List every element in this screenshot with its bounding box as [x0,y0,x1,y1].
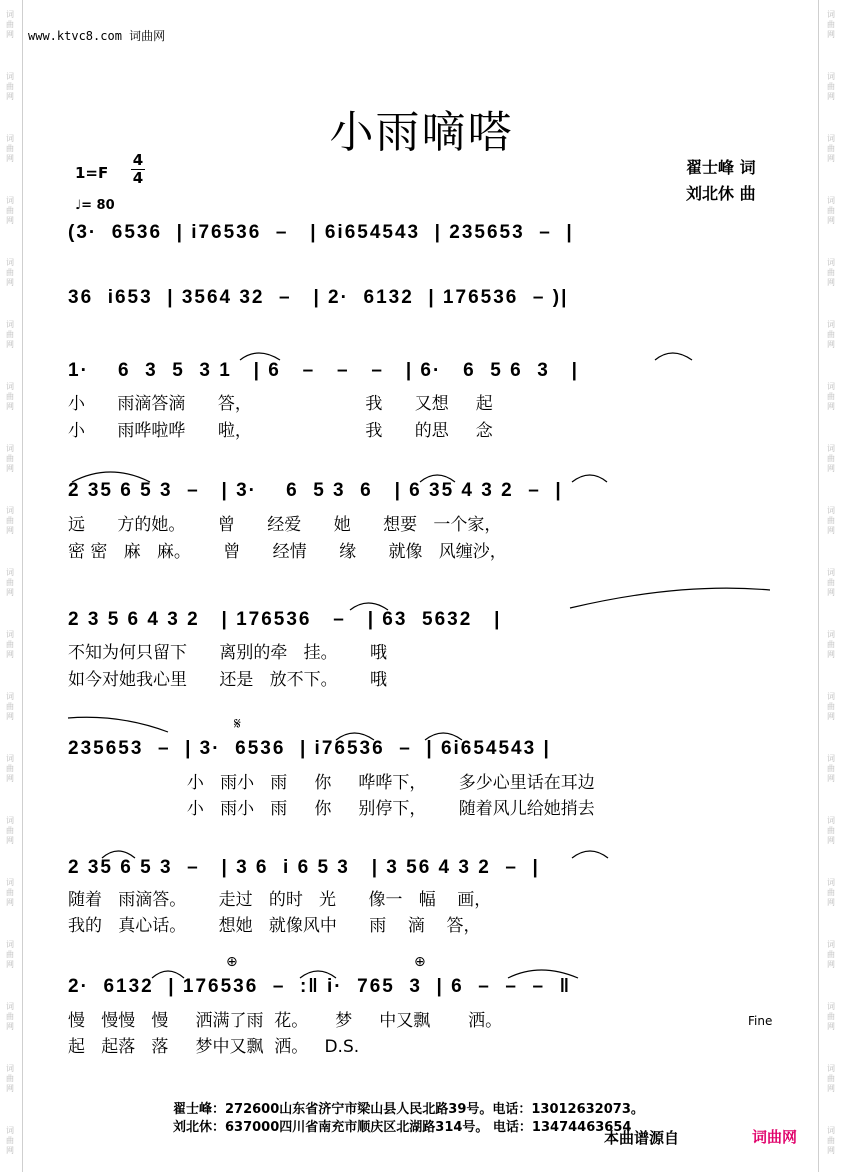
watermark-mark: 词 曲 网 [827,506,835,535]
watermark-mark: 词 曲 网 [827,1064,835,1093]
watermark-mark: 词 曲 网 [6,1002,14,1031]
notation-line: 2 35 6 5 3 – | 3· 6 5 3 6 | 6 35 4 3 2 – | [68,480,563,501]
footer-contact-lyricist: 翟士峰：272600山东省济宁市梁山县人民北路39号。电话：13012632073。 [173,1102,644,1117]
lyricist-credit: 翟士峰 词 [686,158,756,177]
composer-credit: 刘北休 曲 [686,184,756,203]
watermark-mark: 词 曲 网 [827,940,835,969]
watermark-mark: 词 曲 网 [6,630,14,659]
watermark-mark: 词 曲 网 [6,940,14,969]
watermark-mark: 词 曲 网 [6,320,14,349]
notation-line: 36 i653 | 3564 32 – | 2· 6132 | 176536 – )| [68,287,569,308]
watermark-column-left [2,0,18,1172]
lyric-verse-1: 随着 雨滴答。 走过 的时 光 像一 幅 画， [68,890,492,910]
watermark-mark: 词 曲 网 [827,320,835,349]
watermark-mark: 词 曲 网 [6,10,14,39]
watermark-mark: 词 曲 网 [6,568,14,597]
key-signature: 1=F [75,164,109,182]
footer-site-logo[interactable]: 词曲网 [752,1128,798,1146]
watermark-mark: 词 曲 网 [827,1002,835,1031]
watermark-mark: 词 曲 网 [827,134,835,163]
lyric-verse-1: 远 方的她。 曾 经爱 她 想要 一个家， [68,515,502,535]
notation-line: 1· 6 3 5 3 1 | 6 – – – | 6· 6 5 6 3 | [68,360,579,381]
fine-marking: Fine [748,1014,773,1028]
watermark-mark: 词 曲 网 [827,568,835,597]
song-title: 小雨嘀嗒 [329,107,514,158]
footer-source-label: 本曲谱源自 [604,1129,680,1147]
notation-line: 2· 6132 | 176536 – :‖ i· 765 3 | 6 – – – ‖ [68,976,572,997]
watermark-mark: 词 曲 网 [6,444,14,473]
watermark-mark: 词 曲 网 [827,754,835,783]
slur [570,588,770,608]
lyric-verse-2: 起 起落 落 梦中又飘 洒。 D.S. [68,1037,360,1057]
watermark-mark: 词 曲 网 [6,72,14,101]
watermark-mark: 词 曲 网 [6,506,14,535]
lyric-verse-2: 小 雨哗啦哗 啦， 我 的思 念 [68,421,493,441]
page-border-left [22,0,23,1172]
watermark-mark: 词 曲 网 [6,1064,14,1093]
watermark-mark: 词 曲 网 [6,692,14,721]
time-signature [131,153,145,186]
watermark-mark: 词 曲 网 [827,382,835,411]
notation-line: 235653 – | 3· 6536 | i76536 – | 6i654543 | [68,738,551,759]
lyric-verse-2: 我的 真心话。 想她 就像风中 雨 滴 答， [68,916,481,936]
watermark-mark: 词 曲 网 [6,258,14,287]
watermark-mark: 词 曲 网 [6,134,14,163]
coda-sign-1: ⊕ [226,954,238,970]
slur [68,717,168,732]
segno-sign: 𝄋 [234,714,241,733]
watermark-mark: 词 曲 网 [827,816,835,845]
lyric-verse-1: 不知为何只留下 离别的牵 挂。 哦 [68,643,388,663]
lyric-verse-1: 慢 慢慢 慢 洒满了雨 花。 梦 中又飘 洒。 [68,1011,503,1031]
site-url[interactable]: www.ktvc8.com 词曲网 [28,29,166,43]
lyric-verse-2: 如今对她我心里 还是 放不下。 哦 [68,670,388,690]
slur [240,353,280,360]
lyric-verse-1: 小 雨滴答滴 答， 我 又想 起 [68,394,493,414]
watermark-mark: 词 曲 网 [6,878,14,907]
watermark-mark: 词 曲 网 [827,258,835,287]
watermark-mark: 词 曲 网 [6,754,14,783]
watermark-mark: 词 曲 网 [827,72,835,101]
watermark-mark: 词 曲 网 [827,878,835,907]
slur [655,353,692,360]
watermark-mark: 词 曲 网 [6,1126,14,1155]
coda-sign-2: ⊕ [414,954,426,970]
watermark-mark: 词 曲 网 [827,692,835,721]
time-signature-bottom: 4 [132,169,144,187]
watermark-column-right [823,0,839,1172]
lyric-verse-2: 密 密 麻 麻。 曾 经情 缘 就像 风缠沙， [68,542,507,562]
slur [572,475,607,482]
watermark-mark: 词 曲 网 [827,630,835,659]
watermark-mark: 词 曲 网 [827,10,835,39]
notation-line: 2 3 5 6 4 3 2 | 176536 – | 63 5632 | [68,609,502,630]
watermark-mark: 词 曲 网 [827,444,835,473]
watermark-mark: 词 曲 网 [6,816,14,845]
watermark-mark: 词 曲 网 [6,196,14,225]
lyric-verse-1: 小 雨小 雨 你 哗哗下， 多少心里话在耳边 [68,773,595,793]
watermark-mark: 词 曲 网 [827,196,835,225]
watermark-mark: 词 曲 网 [6,382,14,411]
notation-line: (3· 6536 | i76536 – | 6i654543 | 235653 – | [68,222,574,243]
footer-contact-composer: 刘北休：637000四川省南充市顺庆区北湖路314号。 电话：13474463654 [173,1120,632,1135]
lyric-verse-2: 小 雨小 雨 你 别停下， 随着风儿给她捎去 [68,799,595,819]
watermark-mark: 词 曲 网 [827,1126,835,1155]
notation-line: 2 35 6 5 3 – | 3 6 i 6 5 3 | 3 56 4 3 2 – | [68,857,540,878]
slur [572,851,608,858]
time-signature-top: 4 [132,151,144,169]
page-border-right [818,0,819,1172]
tempo-marking: ♩= 80 [75,198,115,213]
